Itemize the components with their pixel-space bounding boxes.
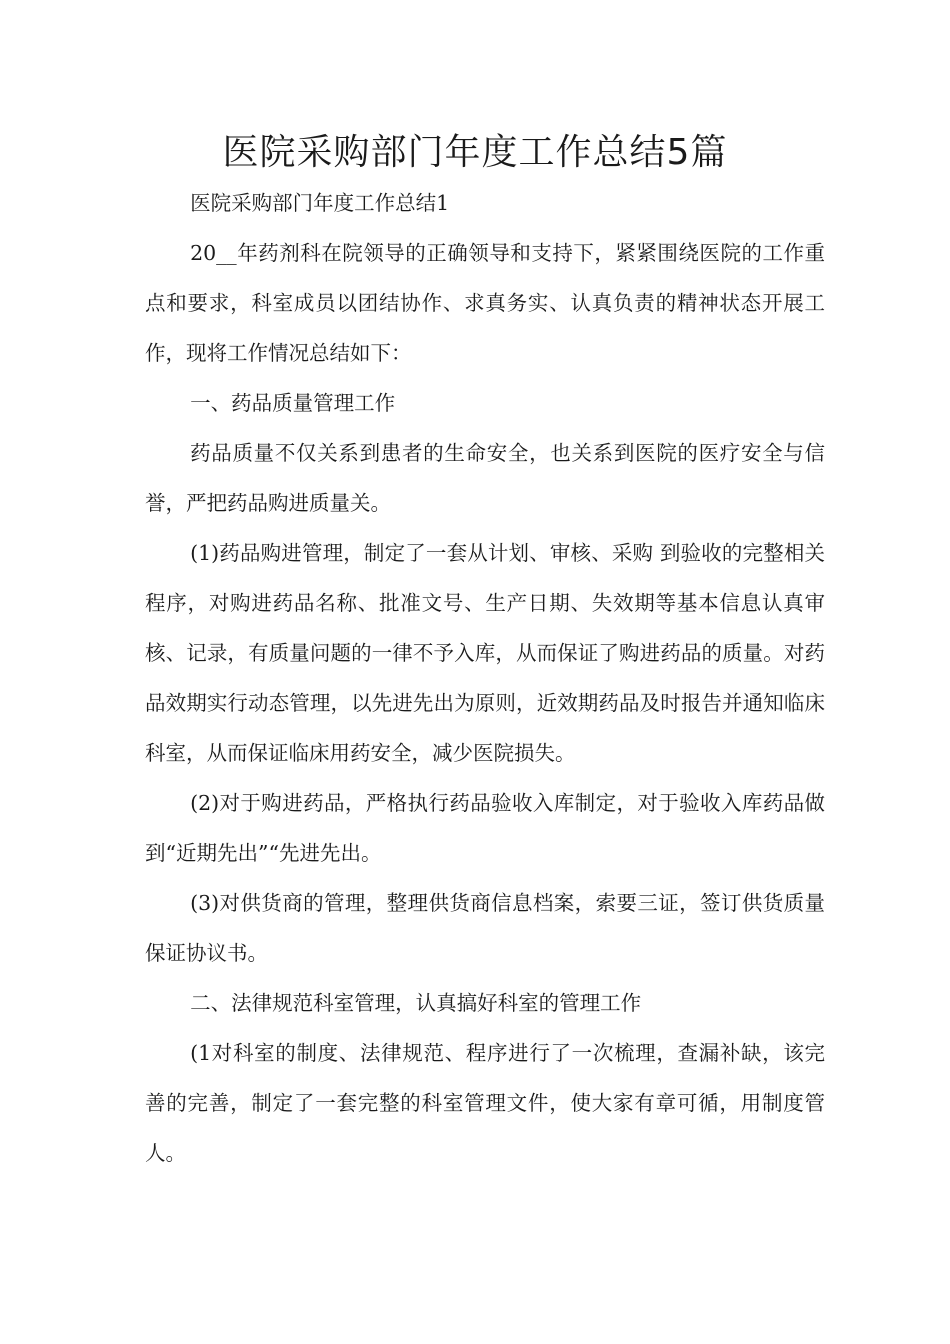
- document-body: [145, 178, 825, 1178]
- section-heading-1: 医院采购部门年度工作总结1: [190, 191, 450, 215]
- section-heading-management: 二、法律规范科室管理，认真搞好科室的管理工作: [190, 991, 642, 1015]
- intro-paragraph: 20__年药剂科在院领导的正确领导和支持下，紧紧围绕医院的工作重点和要求，科室成员以团结协作、求真务实、认真负责的精神状态开展工作，现将工作情况总结如下：: [145, 241, 825, 365]
- item-2-paragraph: (2)对于购进药品，严格执行药品验收入库制定，对于验收入库药品做到“近期先出”“先进先出。: [145, 791, 825, 865]
- drug-quality-paragraph: 药品质量不仅关系到患者的生命安全，也关系到医院的医疗安全与信誉，严把药品购进质量关。: [145, 441, 825, 515]
- item-1-paragraph: (1)药品购进管理，制定了一套从计划、审核、采购 到验收的完整相关程序，对购进药品名称、批准文号、生产日期、失效期等基本信息认真审核、记录，有质量问题的一律不予入库，从而保证了购进药品的质量。对药品效期实行动态管理，以先进先出为原则，近效期药品及时报告并通知临床科室，从而保证临床用药安全，减少医院损失。: [145, 541, 825, 765]
- item-3-paragraph: (3)对供货商的管理，整理供货商信息档案，索要三证，签订供货质量保证协议书。: [145, 891, 825, 965]
- document-title: 医院采购部门年度工作总结5篇: [222, 132, 728, 173]
- management-paragraph: (1对科室的制度、法律规范、程序进行了一次梳理，查漏补缺，该完善的完善，制定了一套完整的科室管理文件，使大家有章可循，用制度管人。: [145, 1041, 825, 1165]
- section-heading-drug-quality: 一、药品质量管理工作: [190, 391, 396, 415]
